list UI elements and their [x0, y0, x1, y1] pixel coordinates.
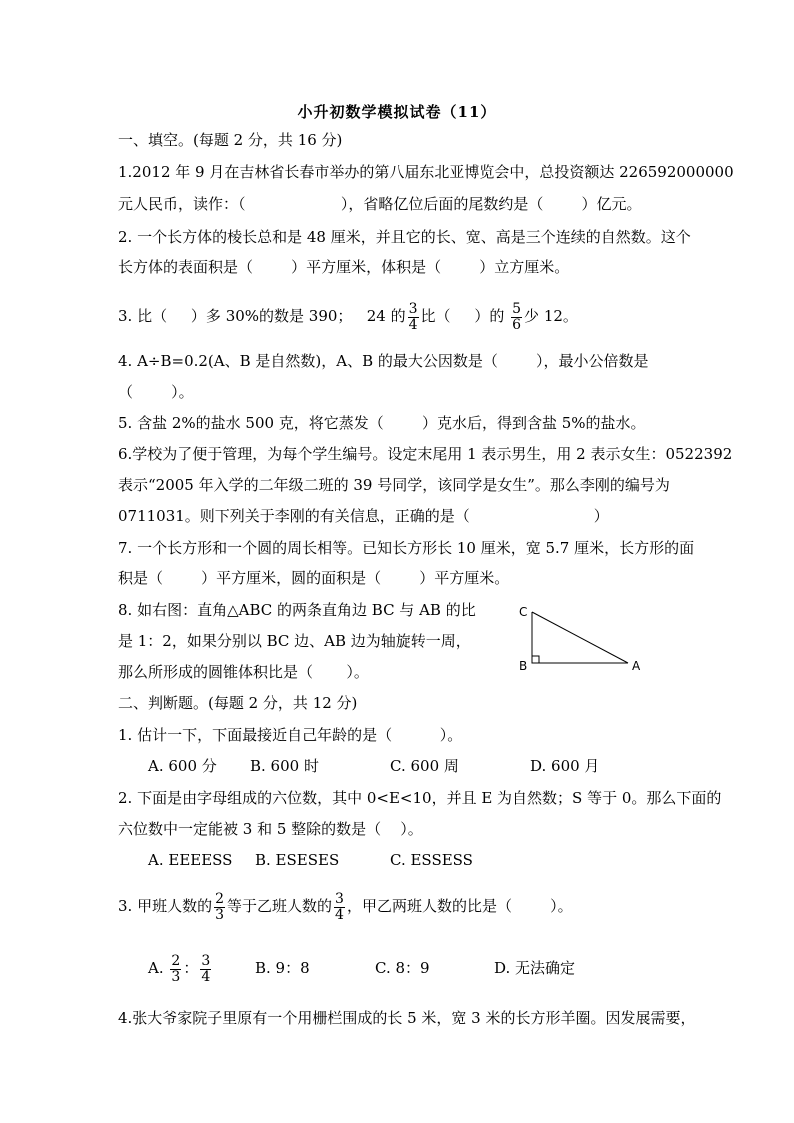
s2-q3-option-b: B. 9：8 [255, 959, 310, 977]
q8-line2: 是 1：2，如果分别以 BC 边、AB 边为轴旋转一周， [118, 632, 471, 650]
s2-q1-option-b: B. 600 时 [250, 757, 319, 775]
q8-line1: 8. 如右图：直角△ABC 的两条直角边 BC 与 AB 的比 [118, 601, 476, 619]
q3-text-1: 3. 比（ ）多 30%的数是 390； 24 的 [118, 307, 406, 325]
s2-q3-option-a-fraction-1 [170, 954, 181, 985]
q3-fraction-1-numerator: 3 [408, 300, 418, 317]
q3-text-2: 比（ ）的 [420, 307, 510, 325]
s2-q1-line: 1. 估计一下，下面最接近自己年龄的是（ ）。 [118, 726, 463, 744]
s2-q1-option-d: D. 600 月 [530, 757, 600, 775]
s2-q3-fraction-1-denominator: 3 [215, 906, 225, 923]
s2-q2-line2: 六位数中一定能被 3 和 5 整除的数是（ ）。 [118, 820, 423, 838]
q3-text-3: 少 12。 [524, 307, 578, 325]
q2-line2: 长方体的表面积是（ ）平方厘米，体积是（ ）立方厘米。 [118, 258, 570, 276]
page-title: 小升初数学模拟试卷（11） [297, 103, 497, 121]
s2-q3-line [118, 888, 573, 924]
s2-q3-option-a-fraction-1-denominator: 3 [171, 968, 181, 985]
s2-q3-fraction-1 [214, 892, 225, 923]
q5-line: 5. 含盐 2%的盐水 500 克，将它蒸发（ ）克水后，得到含盐 5%的盐水。 [118, 414, 646, 432]
vertex-label-c: C [519, 605, 528, 619]
s2-q2-option-a: A. EEEESS [148, 851, 233, 869]
q6-line3: 0711031。则下列关于李刚的有关信息，正确的是（ ） [118, 507, 609, 525]
q6-line2: 表示“2005 年入学的二年级二班的 39 号同学，该同学是女生”。那么李刚的编号为 [118, 476, 670, 494]
q4-line2: （ ）。 [118, 383, 194, 401]
s2-q3-option-a-fraction-2-numerator: 3 [201, 952, 211, 969]
q3-line [118, 300, 578, 333]
s2-q3-text-3: ，甲乙两班人数的比是（ ）。 [346, 897, 573, 915]
q3-fraction-2 [511, 302, 522, 333]
q6-line1: 6.学校为了便于管理，为每个学生编号。设定末尾用 1 表示男生，用 2 表示女生：0522392 [118, 445, 733, 463]
q2-line1: 2. 一个长方体的棱长总和是 48 厘米，并且它的长、宽、高是三个连续的自然数。这个 [118, 228, 691, 246]
s2-q3-option-a-fraction-2 [200, 954, 211, 985]
s2-q2-option-b: B. ESESES [255, 851, 340, 869]
s2-q1-option-c: C. 600 周 [390, 757, 459, 775]
s2-q2-line1: 2. 下面是由字母组成的六位数，其中 0<E<10，并且 E 为自然数；S 等于 0。那么下面的 [118, 789, 722, 807]
s2-q3-fraction-2 [334, 892, 345, 923]
q3-fraction-2-denominator: 6 [512, 316, 522, 333]
s2-q2-option-c: C. ESSESS [390, 851, 473, 869]
s2-q4-line1: 4.张大爷家院子里原有一个用栅栏围成的长 5 米，宽 3 米的长方形羊圈。因发展需要， [118, 1009, 696, 1027]
vertex-label-a: A [632, 659, 641, 673]
s2-q3-text-2: 等于乙班人数的 [227, 897, 333, 915]
s2-q1-option-a: A. 600 分 [148, 757, 217, 775]
q3-fraction-1-denominator: 4 [408, 316, 418, 333]
q7-line2: 积是（ ）平方厘米，圆的面积是（ ）平方厘米。 [118, 569, 510, 587]
s2-q3-option-d: D. 无法确定 [494, 959, 576, 977]
s2-q3-option-a-fraction-2-denominator: 4 [201, 968, 211, 985]
right-triangle-figure [510, 600, 650, 680]
s2-q3-option-a-prefix: A. [148, 959, 164, 977]
s2-q3-fraction-2-denominator: 4 [335, 906, 344, 923]
q7-line1: 7. 一个长方形和一个圆的周长相等。已知长方形长 10 厘米，宽 5.7 厘米，长方形的面 [118, 539, 695, 557]
s2-q3-fraction-1-numerator: 2 [215, 890, 225, 907]
section1-heading: 一、填空。(每题 2 分，共 16 分) [118, 131, 343, 149]
q1-line1: 1.2012 年 9 月在吉林省长春市举办的第八届东北亚博览会中，总投资额达 226592000000 [118, 163, 734, 181]
q3-fraction-2-numerator: 5 [512, 300, 522, 317]
s2-q3-option-a-colon: ： [183, 959, 199, 977]
side-ac [532, 612, 628, 663]
q3-fraction-1 [408, 302, 419, 333]
s2-q3-fraction-2-numerator: 3 [335, 890, 344, 907]
s2-q3-text-1: 3. 甲班人数的 [118, 897, 213, 915]
right-angle-marker [532, 656, 539, 663]
q1-line2: 元人民币，读作：（ ），省略亿位后面的尾数约是（ ）亿元。 [118, 195, 642, 213]
q8-line3: 那么所形成的圆锥体积比是（ ）。 [118, 663, 369, 681]
s2-q3-option-a [148, 950, 213, 986]
vertex-label-b: B [519, 659, 528, 673]
s2-q3-option-a-fraction-1-numerator: 2 [171, 952, 181, 969]
section2-heading: 二、判断题。(每题 2 分，共 12 分) [118, 694, 358, 712]
s2-q3-option-c: C. 8：9 [375, 959, 430, 977]
q4-line1: 4. A÷B=0.2(A、B 是自然数)，A、B 的最大公因数是（ ），最小公倍数是 [118, 352, 649, 370]
